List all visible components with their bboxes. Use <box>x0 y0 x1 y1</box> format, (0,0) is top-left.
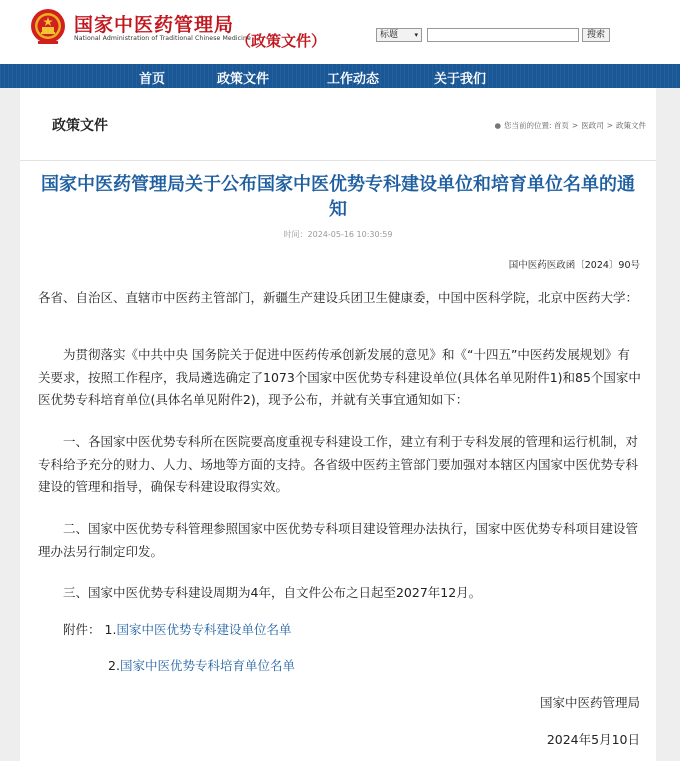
content-panel <box>20 88 656 761</box>
nav-item-home[interactable]: 首页 <box>139 72 166 87</box>
content-header <box>20 88 656 161</box>
content-section-title: 政策文件 <box>52 118 108 134</box>
section-tag: （政策文件） <box>236 32 327 50</box>
attachment-link-1[interactable]: 国家中医优势专科建设单位名单 <box>116 622 292 637</box>
national-emblem-icon <box>28 7 68 47</box>
site-subtitle: National Administration of Traditional Chinese Medicine <box>74 35 251 42</box>
breadcrumb <box>494 120 646 131</box>
search-type-select[interactable] <box>376 28 422 42</box>
article-title: 国家中医药管理局关于公布国家中医优势专科建设单位和培育单位名单的通知 <box>41 174 635 220</box>
main-nav <box>0 64 680 88</box>
article-publish-time: 时间：2024-05-16 10:30:59 <box>283 230 393 239</box>
nav-item-about-us[interactable]: 关于我们 <box>434 72 487 87</box>
signature-date: 2024年5月10日 <box>546 732 640 747</box>
select-arrow-icon: ▾ <box>414 31 418 39</box>
article-paragraph: 一、各国家中医优势专科所在医院要高度重视专科建设工作，建立有利于专科发展的管理和运行机制，对专科给予充分的财力、人力、场地等方面的支持。各省级中医药主管部门要加强对本辖区内国家中医优势专科建设的管理和指导，确保专科建设取得实效。 <box>38 434 639 494</box>
breadcrumb-link-home[interactable]: 首页 <box>553 121 569 130</box>
article-paragraph: 三、国家中医优势专科建设周期为4年，自文件公布之日起至2027年12月。 <box>63 585 482 600</box>
article-paragraph: 为贯彻落实《中共中央 国务院关于促进中医药传承创新发展的意见》和《“十四五”中医药发展规划》有关要求，按照工作程序，我局遴选确定了1073个国家中医优势专科建设单位(具体名单见附件1)和85个国家中医优势专科培育单位(具体名单见附件2)，现予公布，并就有关事宜通知如下： <box>38 347 641 407</box>
breadcrumb-separator: > <box>571 121 579 130</box>
attachment-link-2[interactable]: 国家中医优势专科培育单位名单 <box>119 658 295 673</box>
document-number: 国中医药医政函〔2024〕90号 <box>508 260 640 271</box>
location-pin-icon: ● <box>494 121 501 130</box>
search-type-value: 标题 <box>380 30 399 40</box>
signature-organization: 国家中医药管理局 <box>539 695 640 710</box>
search-input[interactable] <box>427 28 579 42</box>
site-title[interactable]: 国家中医药管理局 <box>74 14 235 36</box>
breadcrumb-separator: > <box>606 121 613 130</box>
nav-item-policy-documents[interactable]: 政策文件 <box>217 72 270 87</box>
article-paragraph: 二、国家中医优势专科管理参照国家中医优势专科项目建设管理办法执行，国家中医优势专科项目建设管理办法另行制定印发。 <box>38 521 639 559</box>
nav-item-work-news[interactable]: 工作动态 <box>327 72 380 87</box>
breadcrumb-prefix: 您当前的位置: <box>503 121 552 130</box>
attachment-item-1 <box>63 620 291 638</box>
article-addressee: 各省、自治区、直辖市中医药主管部门，新疆生产建设兵团卫生健康委，中国中医科学院，北京中医药大学： <box>38 290 639 305</box>
attachment-item-2 <box>108 656 295 674</box>
breadcrumb-link-policy-documents[interactable]: 政策文件 <box>616 121 646 130</box>
site-header <box>0 0 680 64</box>
breadcrumb-link-department[interactable]: 医政司 <box>581 121 604 130</box>
attachments-label: 附件： <box>63 622 101 637</box>
attachment-number: 2. <box>108 658 120 673</box>
search-button[interactable]: 搜索 <box>582 28 610 42</box>
attachment-number: 1. <box>104 622 117 637</box>
